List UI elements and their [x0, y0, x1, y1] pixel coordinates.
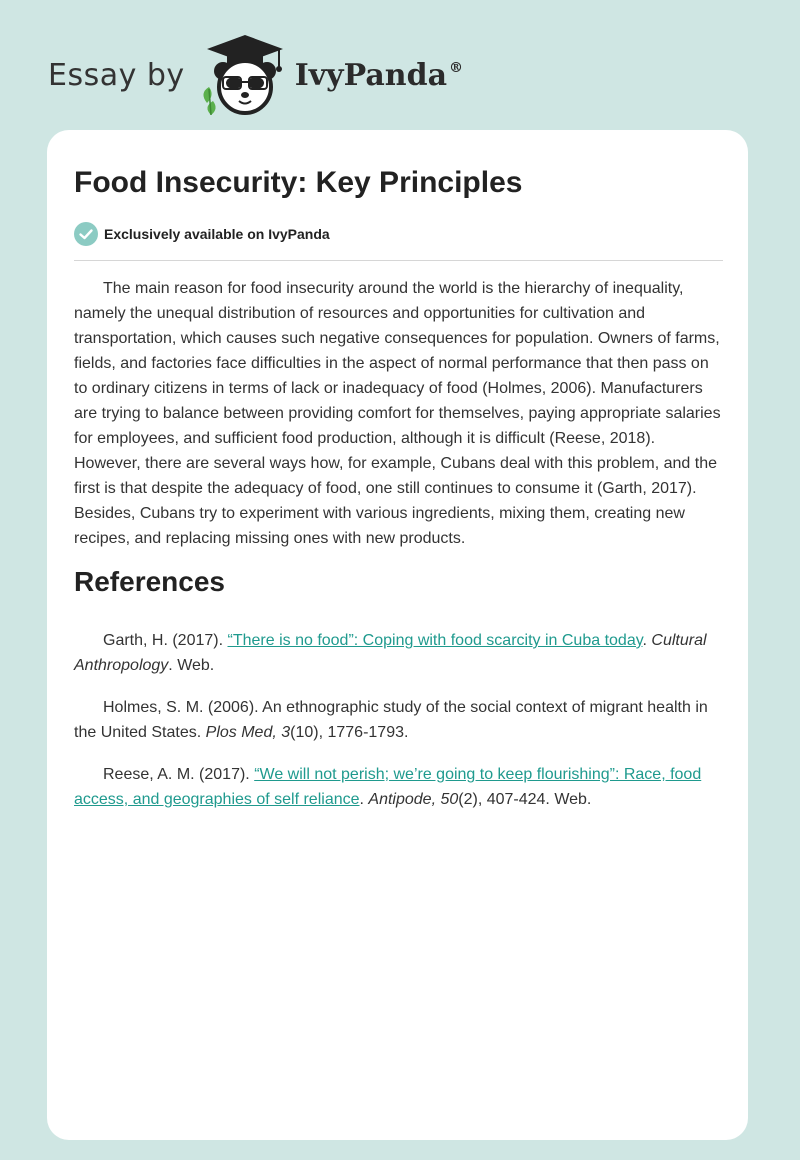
page-title: Food Insecurity: Key Principles: [74, 166, 523, 199]
exclusive-label: Exclusively available on IvyPanda: [104, 226, 330, 242]
site-header: [48, 30, 463, 120]
divider: [74, 260, 723, 261]
references-heading: References: [74, 566, 225, 597]
essay-body-paragraph: The main reason for food insecurity around the world is the hierarchy of inequality, namely the unequal distribution of resources and opportunities for cultivation and transportation, which causes such negative consequences for population. Owners of farms, fields, and factories face difficulties in the aspect of normal performance that then pass on to ordinary citizens in terms of lack or inadequacy of food (Holmes, 2006). Manufacturers are trying to balance between providing comfort for themselves, paying appropriate salaries for employees, and sufficient food production, although it is difficult (Reese, 2018). However, there are several ways how, for example, Cubans deal with this problem, and the first is that despite the adequacy of food, one still continues to consume it (Garth, 2017). Besides, Cubans try to experiment with various ingredients, mixing them, creating new recipes, and replacing missing ones with new products.: [74, 280, 721, 547]
essay-card: [47, 130, 748, 1140]
reference-link[interactable]: “We will not perish; we’re going to keep flourishing”: Race, food access, and geographies of self reliance: [74, 766, 702, 808]
reference-item: Garth, H. (2017). “There is no food”: Coping with food scarcity in Cuba today. Cultural Anthropology. Web.: [74, 632, 707, 674]
reference-item: Reese, A. M. (2017). “We will not perish; we’re going to keep flourishing”: Race, food access, and geographies of self reliance. Antipode, 50(2), 407-424. Web.: [74, 766, 702, 808]
brand-name[interactable]: IvyPanda ®: [294, 57, 464, 93]
panda-mascot-icon: [199, 33, 291, 117]
registered-mark: ®: [449, 59, 464, 76]
check-circle-icon: [74, 222, 98, 246]
reference-item: Holmes, S. M. (2006). An ethnographic study of the social context of migrant health in the United States. Plos Med, 3(10), 1776-1793.: [74, 699, 708, 741]
essay-by-label: Essay by: [48, 57, 185, 93]
exclusive-badge: [74, 222, 330, 246]
reference-link[interactable]: “There is no food”: Coping with food scarcity in Cuba today: [227, 632, 643, 649]
